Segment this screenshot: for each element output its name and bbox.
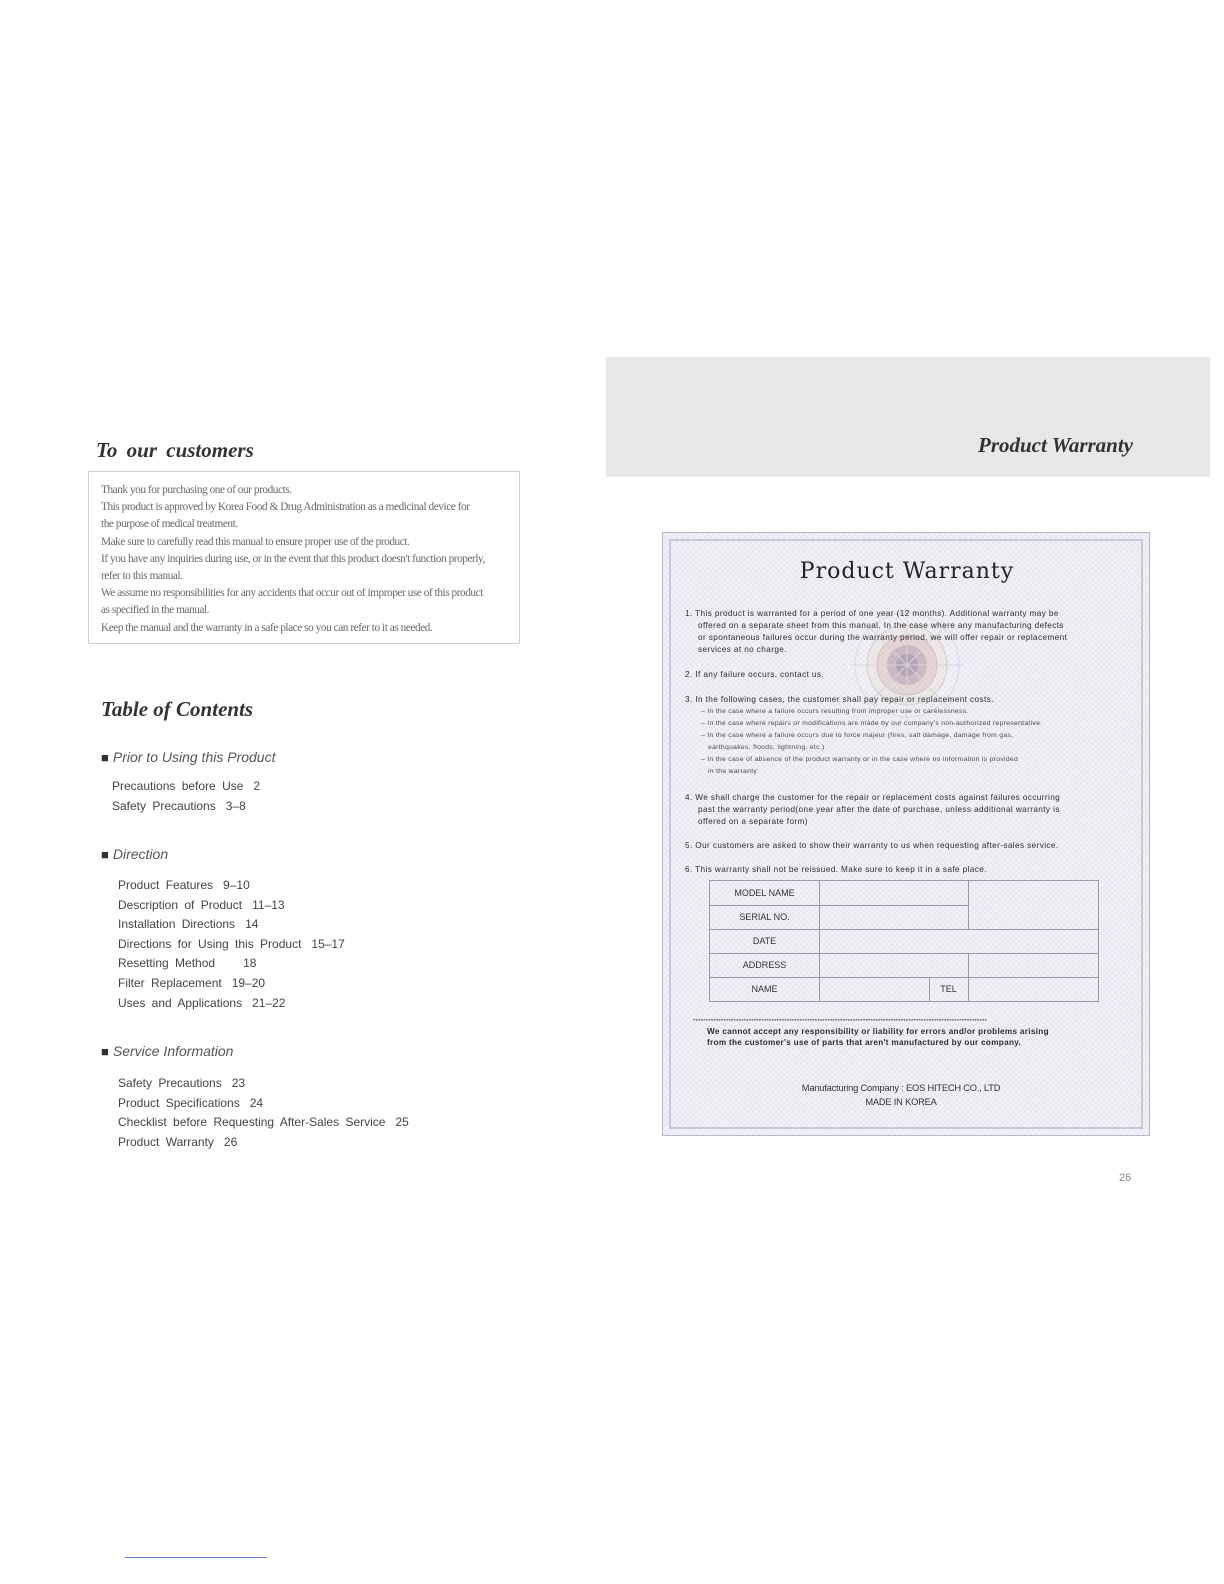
clause-1-line: services at no charge. — [698, 645, 787, 654]
notice-line: Keep the manual and the warranty in a safe place so you can refer to it as needed. — [101, 621, 433, 634]
address-field[interactable] — [820, 953, 1098, 977]
toc-item-page: 11–13 — [252, 897, 285, 912]
disclaimer-line: from the customer's use of parts that aren't manufactured by our company. — [707, 1038, 1022, 1047]
toc-item-page: 15–17 — [311, 936, 345, 951]
square-bullet-icon: ■ — [101, 1044, 109, 1059]
warranty-page-heading: Product Warranty — [978, 433, 1133, 457]
toc-item-page: 2 — [253, 779, 261, 793]
toc-section-title: Prior to Using this Product — [112, 749, 276, 765]
clause-3-sub: – In the case where repairs or modifications are made by our company's non-authorized representative. — [701, 720, 1043, 727]
toc-section-service — [101, 1043, 233, 1059]
star-divider: ******************************************************************************************************************** — [693, 1019, 988, 1025]
toc-item[interactable] — [118, 935, 345, 955]
toc-item[interactable] — [118, 915, 345, 935]
model-name-label: MODEL NAME — [734, 888, 795, 898]
toc-item[interactable] — [118, 1113, 409, 1133]
toc-item[interactable] — [118, 994, 345, 1014]
toc-item-label: Directions for Using this Product — [118, 936, 302, 951]
toc-item-page: 14 — [245, 917, 259, 932]
clause-1-line: or spontaneous failures occur during the warranty period, we will offer repair or replacement — [698, 633, 1068, 642]
toc-list-service — [118, 1074, 409, 1152]
toc-item[interactable] — [118, 974, 345, 994]
toc-item-page: 9–10 — [223, 878, 250, 892]
toc-item[interactable] — [118, 954, 345, 974]
tel-field[interactable] — [969, 977, 1098, 1001]
toc-item[interactable] — [112, 777, 260, 797]
certificate-title: Product Warranty — [799, 559, 1015, 584]
toc-item-page: 25 — [395, 1115, 409, 1130]
toc-list-direction — [118, 876, 345, 1013]
toc-title: Table of Contents — [101, 697, 254, 721]
notice-line: refer to this manual. — [101, 570, 183, 583]
clause-4-line: offered on a separate form) — [698, 817, 808, 826]
customers-notice-box — [88, 471, 520, 644]
toc-item[interactable] — [118, 1094, 409, 1114]
toc-item-label: Resetting Method — [118, 956, 216, 971]
disclaimer-line: We cannot accept any responsibility or liability for errors and/or problems arising — [707, 1027, 1049, 1036]
clause-3: 3. In the following cases, the customer shall pay repair or replacement costs. — [685, 695, 994, 704]
notice-line: the purpose of medical treatment. — [101, 518, 238, 531]
toc-item-label: Filter Replacement — [118, 975, 222, 990]
toc-item[interactable] — [118, 1074, 409, 1094]
toc-section-title: Service Information — [112, 1043, 234, 1059]
tel-label: TEL — [940, 984, 957, 994]
toc-item[interactable] — [118, 876, 345, 896]
clause-2: 2. If any failure occurs, contact us. — [685, 670, 825, 679]
notice-line: Thank you for purchasing one of our products. — [101, 484, 292, 496]
toc-item-page: 21–22 — [252, 995, 286, 1010]
toc-item-page: 3–8 — [225, 798, 246, 813]
page-number: 26 — [1119, 1172, 1132, 1184]
date-label: DATE — [752, 936, 777, 946]
serial-no-field[interactable] — [820, 905, 968, 929]
clause-1-line: 1. This product is warranted for a period of one year (12 months). Additional warranty may be — [685, 609, 1059, 618]
stamp-box[interactable] — [969, 881, 1098, 929]
notice-line: This product is approved by Korea Food & Drug Administration as a medicinal device for — [101, 501, 470, 514]
toc-item-page: 24 — [249, 1095, 264, 1110]
toc-item-page: 18 — [243, 956, 257, 971]
toc-item-label: Product Features — [118, 878, 214, 892]
toc-item[interactable] — [112, 797, 260, 817]
address-label: ADDRESS — [742, 960, 787, 970]
toc-item-label: Precautions before Use — [112, 779, 244, 793]
square-bullet-icon: ■ — [101, 750, 109, 765]
toc-section-direction — [101, 846, 168, 862]
toc-item-label: Product Specifications — [118, 1095, 240, 1110]
toc-section-title: Direction — [112, 846, 169, 862]
toc-item-label: Installation Directions — [118, 917, 236, 932]
toc-item-label: Checklist before Requesting After-Sales Service — [118, 1115, 386, 1130]
toc-item-label: Uses and Applications — [118, 995, 243, 1010]
toc-item[interactable] — [118, 896, 345, 916]
footer-rule — [125, 1557, 267, 1558]
toc-section-prior — [101, 749, 275, 765]
origin-text: MADE IN KOREA — [865, 1097, 937, 1107]
name-field[interactable] — [820, 977, 929, 1001]
warranty-form-table — [709, 880, 1099, 1002]
clause-3-sub: – In the case of absence of the product warranty or in the case where no information is provided — [701, 756, 1019, 763]
clause-1-line: offered on a separate sheet from this manual. In the case where any manufacturing defects — [698, 621, 1064, 630]
toc-item[interactable] — [118, 1133, 409, 1153]
clause-5: 5. Our customers are asked to show their warranty to us when requesting after-sales service. — [685, 841, 1059, 850]
toc-item-page: 26 — [223, 1134, 238, 1149]
clause-6: 6. This warranty shall not be reissued. Make sure to keep it in a safe place. — [685, 865, 987, 874]
clause-3-sub: – In the case where a failure occurs resulting from improper use or carelessness. — [701, 708, 969, 715]
notice-line: as specified in the manual. — [101, 604, 209, 617]
clause-3-sub: earthquakes, floods, lightning, etc.) — [708, 744, 825, 751]
customers-title: To our customers — [96, 438, 254, 462]
square-bullet-icon: ■ — [101, 847, 109, 862]
toc-item-page: 19–20 — [231, 975, 266, 990]
manufacturer-text: Manufacturing Company : EOS HITECH CO., LTD — [801, 1083, 1001, 1093]
toc-list-prior — [112, 777, 260, 816]
header-band — [606, 357, 1210, 477]
clause-4-line: past the warranty period(one year after the date of purchase, unless additional warranty is — [698, 805, 1060, 814]
toc-item-label: Safety Precautions — [112, 798, 216, 813]
notice-line: If you have any inquiries during use, or in the event that this product doesn't function properly, — [101, 552, 485, 565]
notice-line: Make sure to carefully read this manual to ensure proper use of the product. — [101, 535, 410, 548]
toc-item-label: Description of Product — [118, 897, 243, 912]
serial-no-label: SERIAL NO. — [739, 912, 790, 922]
model-name-field[interactable] — [820, 881, 968, 905]
toc-item-label: Safety Precautions — [118, 1076, 222, 1090]
toc-item-label: Product Warranty — [118, 1134, 214, 1149]
clause-4-line: 4. We shall charge the customer for the repair or replacement costs against failures occurring — [685, 793, 1061, 802]
notice-line: We assume no responsibilities for any accidents that occur out of improper use of this product — [101, 587, 483, 600]
toc-item-page: 23 — [231, 1076, 246, 1090]
clause-3-sub: – In the case where a failure occurs due to force majeur (fires, salt damage, damage from gas, — [701, 732, 1014, 739]
date-field[interactable] — [820, 929, 1098, 953]
clause-3-sub: in the warranty — [708, 768, 758, 775]
name-label: NAME — [751, 984, 778, 994]
warranty-certificate — [662, 532, 1150, 1136]
